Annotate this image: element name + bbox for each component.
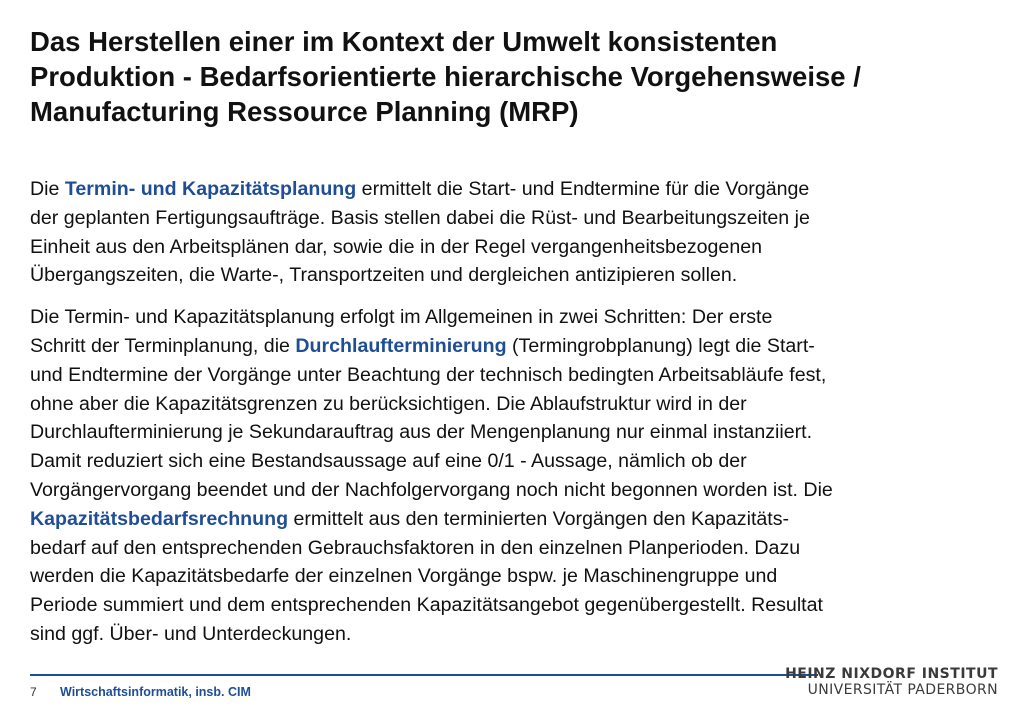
logo-line: UNIVERSITÄT PADERBORN — [807, 682, 998, 698]
text-line — [30, 332, 1005, 361]
text-line: ohne aber die Kapazitätsgrenzen zu berücksichtigen. Die Ablaufstruktur wird in der — [30, 392, 747, 415]
text-line: Damit reduziert sich eine Bestandsaussage auf eine 0/1 - Aussage, nämlich ob der — [30, 450, 747, 473]
title-line: Manufacturing Ressource Planning (MRP) — [30, 96, 579, 127]
text-line — [30, 505, 1005, 534]
slide-body — [30, 175, 1005, 662]
logo-line: HEINZ NIXDORF INSTITUT — [785, 666, 998, 682]
institute-logo — [785, 666, 998, 698]
text-segment: (Termingrobplanung) legt die Start- — [506, 334, 815, 357]
text-line: Durchlaufterminierung je Sekundarauftrag aus der Mengenplanung nur einmal instanziiert. — [30, 421, 813, 444]
text-line: Die Termin- und Kapazitätsplanung erfolgt im Allgemeinen in zwei Schritten: Der erste — [30, 306, 773, 329]
text-line: bedarf auf den entsprechenden Gebrauchsfaktoren in den einzelnen Planperioden. Dazu — [30, 536, 801, 559]
text-segment: ermittelt aus den terminierten Vorgängen den Kapazitäts- — [288, 507, 790, 530]
footer-divider — [30, 674, 818, 676]
text-line: Einheit aus den Arbeitsplänen dar, sowie die in der Regel vergangenheitsbezogenen — [30, 235, 763, 258]
text-line: Periode summiert und dem entsprechenden Kapazitätsangebot gegenübergestellt. Resultat — [30, 594, 823, 617]
page-number: 7 — [30, 685, 37, 699]
highlighted-term: Durchlaufterminierung — [295, 334, 507, 357]
text-segment: Die — [30, 178, 65, 200]
highlighted-term: Termin- und Kapazitätsplanung — [64, 178, 357, 200]
text-line: Vorgängervorgang beendet und der Nachfolgervorgang noch nicht begonnen worden ist. Die — [30, 478, 833, 501]
text-line: der geplanten Fertigungsaufträge. Basis stellen dabei die Rüst- und Bearbeitungszeiten je — [30, 206, 810, 229]
text-line: sind ggf. Über- und Unterdeckungen. — [30, 622, 352, 645]
paragraph-ablauf — [30, 303, 1005, 649]
text-line — [30, 175, 1005, 204]
text-line: Übergangszeiten, die Warte-, Transportzeiten und dergleichen antizipieren sollen. — [30, 264, 738, 287]
highlighted-term: Kapazitätsbedarfsrechnung — [30, 507, 289, 530]
footer-label: Wirtschaftsinformatik, insb. CIM — [60, 685, 251, 699]
text-line: werden die Kapazitätsbedarfe der einzelnen Vorgänge bspw. je Maschinengruppe und — [30, 565, 778, 588]
title-line: Produktion - Bedarfsorientierte hierarchische Vorgehensweise / — [30, 61, 861, 92]
paragraph-termin-kapazitaet — [30, 175, 1005, 290]
text-segment: ermittelt die Start- und Endtermine für die Vorgänge — [356, 178, 810, 200]
title-line: Das Herstellen einer im Kontext der Umwelt konsistenten — [30, 26, 778, 57]
slide-title — [30, 24, 1000, 129]
text-line: und Endtermine der Vorgänge unter Beachtung der technisch bedingten Arbeitsabläufe fest, — [30, 363, 827, 386]
text-segment: Schritt der Terminplanung, die — [30, 334, 296, 357]
